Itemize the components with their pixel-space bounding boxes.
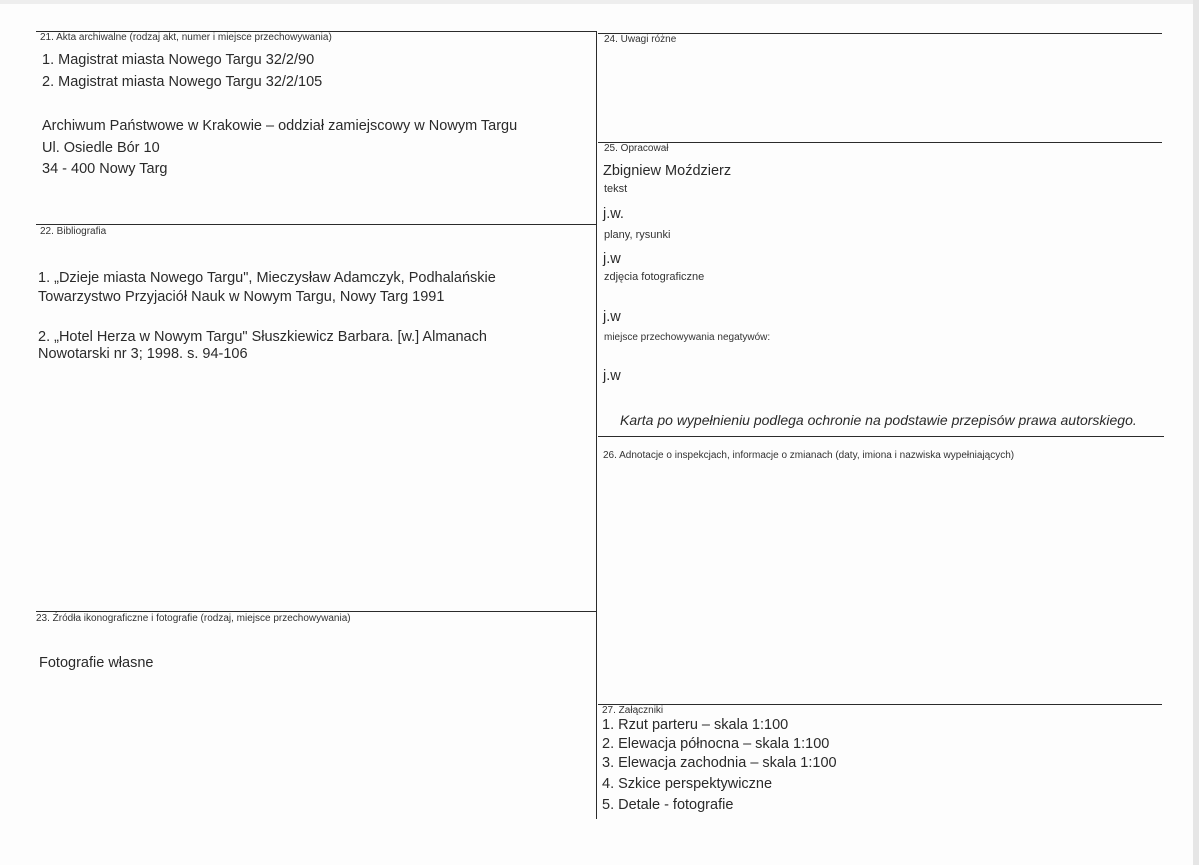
sec21-archive: Archiwum Państwowe w Krakowie – oddział zamiejscowy w Nowym Targu: [42, 118, 518, 134]
sec22-label: 22. Bibliografia: [40, 226, 107, 237]
sec25-plany-label: plany, rysunki: [604, 229, 671, 241]
copyright-notice: Karta po wypełnieniu podlega ochronie na podstawie przepisów prawa autorskiego.: [620, 412, 1137, 428]
attachment-item: 2. Elewacja północna – skala 1:100: [602, 736, 830, 752]
sec25-label: 25. Opracował: [604, 143, 669, 154]
sec25-tekst-label: tekst: [604, 183, 628, 195]
attachment-item: 4. Szkice perspektywiczne: [602, 776, 773, 792]
paper-edge-top: [0, 0, 1199, 4]
sec21-label: 21. Akta archiwalne (rodzaj akt, numer i miejsce przechowywania): [40, 32, 332, 43]
sec23-label: 23. Źródła ikonograficzne i fotografie (rodzaj, miejsce przechowywania): [36, 613, 351, 624]
divider-sec27-top: [598, 704, 1162, 705]
sec22-item2-line2: Nowotarski nr 3; 1998. s. 94-106: [38, 346, 248, 362]
divider-sec22-top: [36, 224, 596, 225]
divider-center: [596, 31, 597, 819]
sec22-item2-line1: 2. „Hotel Herza w Nowym Targu" Słuszkiewicz Barbara. [w.] Almanach: [38, 329, 487, 345]
sec24-label: 24. Uwagi różne: [604, 34, 677, 45]
attachment-item: 1. Rzut parteru – skala 1:100: [602, 717, 789, 733]
sec25-negatywy-value: j.w: [603, 368, 621, 384]
sec25-plany-value: j.w: [603, 251, 621, 267]
attachment-item: 3. Elewacja zachodnia – skala 1:100: [602, 755, 837, 771]
sec25-zdjecia-label: zdjęcia fotograficzne: [604, 271, 705, 283]
sec25-tekst-value: j.w.: [603, 206, 624, 222]
sec27-label: 27. Załączniki: [602, 705, 664, 716]
sec21-line2: 2. Magistrat miasta Nowego Targu 32/2/105: [42, 74, 323, 90]
sec21-city: 34 - 400 Nowy Targ: [42, 161, 168, 177]
sec25-author: Zbigniew Moździerz: [603, 163, 732, 179]
divider-sec24-top: [598, 33, 1162, 34]
sec22-item1-line1: 1. „Dzieje miasta Nowego Targu", Mieczysław Adamczyk, Podhalańskie: [38, 270, 496, 286]
sec22-item1-line2: Towarzystwo Przyjaciół Nauk w Nowym Targu, Nowy Targ 1991: [38, 289, 445, 305]
sec21-line1: 1. Magistrat miasta Nowego Targu 32/2/90: [42, 52, 315, 68]
sec26-label: 26. Adnotacje o inspekcjach, informacje o zmianach (daty, imiona i nazwiska wypełniających): [603, 450, 1015, 461]
sec25-negatywy-label: miejsce przechowywania negatywów:: [604, 332, 771, 343]
divider-sec25-top: [598, 142, 1162, 143]
paper-edge-right: [1193, 0, 1199, 865]
divider-sec23-top: [36, 611, 596, 612]
sec25-zdjecia-value: j.w: [603, 309, 621, 325]
sec23-value: Fotografie własne: [39, 655, 154, 671]
attachment-item: 5. Detale - fotografie: [602, 797, 734, 813]
sec21-street: Ul. Osiedle Bór 10: [42, 140, 160, 156]
divider-sec26-top: [598, 436, 1164, 437]
